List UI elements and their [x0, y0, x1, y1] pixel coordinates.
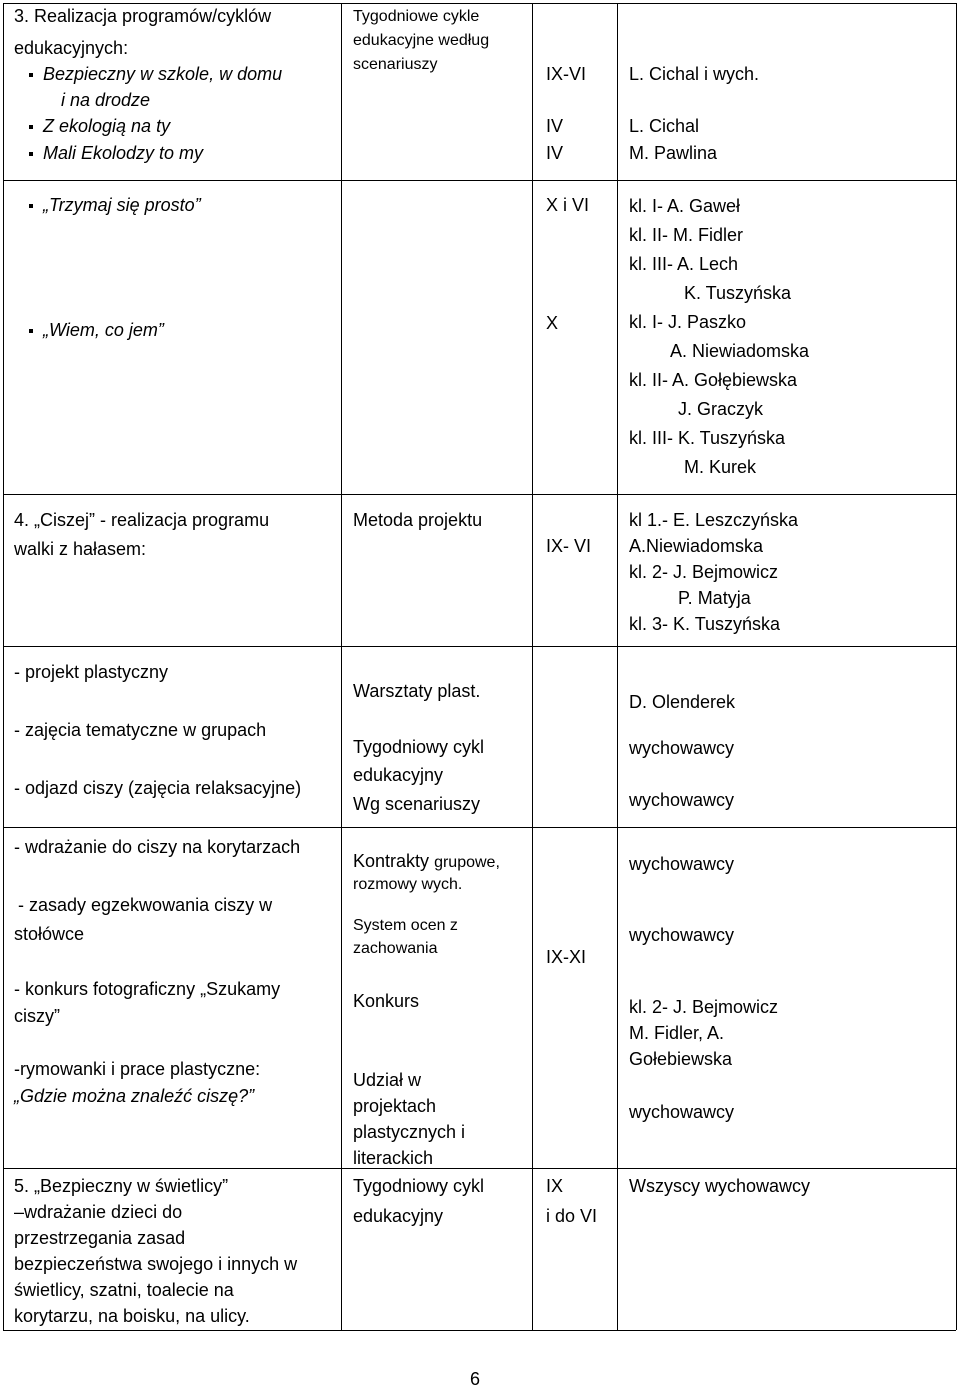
row-divider — [3, 1168, 956, 1169]
row-divider — [3, 646, 956, 647]
person-cell: A. Niewiadomska — [670, 341, 810, 361]
term-cell: IX- VI — [546, 536, 592, 556]
page-number: 6 — [470, 1369, 481, 1389]
person-cell: kl. I- J. Paszko — [629, 312, 747, 332]
table-bottom-border — [3, 1330, 956, 1331]
program-item-label: Mali Ekolodzy to my — [43, 143, 204, 163]
bullet-icon — [29, 204, 33, 208]
person-cell: kl. II- A. Gołębiewska — [629, 370, 798, 390]
term-cell: IV — [546, 143, 564, 163]
program-item — [29, 61, 282, 87]
method-cell: Tygodniowe cykle edukacyjne według scenariuszy — [353, 8, 490, 73]
term-cell: IX-VI — [546, 64, 587, 84]
method-cell: edukacyjny — [353, 1206, 444, 1226]
bullet-icon — [29, 73, 33, 77]
section-text: –wdrażanie dzieci do — [14, 1202, 183, 1222]
activity-item: - odjazd ciszy (zajęcia relaksacyjne) — [14, 778, 302, 798]
person-cell: M. Pawlina — [629, 143, 718, 163]
person-cell: L. Cichal — [629, 116, 700, 136]
program-item-label: Bezpieczny w szkole, w domu — [43, 64, 283, 84]
method-cell: System ocen z — [353, 917, 458, 934]
method-cell: Konkurs — [353, 991, 420, 1011]
person-cell: wychowawcy — [629, 854, 735, 874]
method-cell: plastycznych i — [353, 1122, 466, 1142]
program-item-continuation: i na drodze — [61, 90, 151, 110]
person-cell: kl. 2- J. Bejmowicz — [629, 562, 779, 582]
person-cell: kl. 2- J. Bejmowicz — [629, 997, 779, 1017]
bullet-icon — [29, 329, 33, 333]
person-cell: D. Olenderek — [629, 692, 736, 712]
term-cell: i do VI — [546, 1206, 598, 1226]
column-divider — [617, 3, 618, 1330]
term-cell: IV — [546, 116, 564, 136]
person-cell: wychowawcy — [629, 738, 735, 758]
person-cell: kl. III- A. Lech — [629, 254, 739, 274]
activity-item: - zajęcia tematyczne w grupach — [14, 720, 267, 740]
bullet-icon — [29, 152, 33, 156]
person-cell: A.Niewiadomska — [629, 536, 764, 556]
activity-item: -rymowanki i prace plastyczne: — [14, 1059, 261, 1079]
method-cell: rozmowy wych. — [353, 876, 463, 893]
person-cell: Wszyscy wychowawcy — [629, 1176, 811, 1196]
row-divider — [3, 494, 956, 495]
method-cell: edukacyjny — [353, 765, 444, 785]
term-cell: X — [546, 313, 559, 333]
program-item — [29, 113, 170, 139]
section-heading: 3. Realizacja programów/cyklów — [14, 6, 272, 26]
activity-item: - zasady egzekwowania ciszy w — [18, 895, 273, 915]
person-cell: L. Cichal i wych. — [629, 64, 760, 84]
activity-item: ciszy” — [14, 1006, 60, 1026]
method-cell: Warsztaty plast. — [353, 681, 481, 701]
program-item — [29, 192, 201, 218]
activity-item: - konkurs fotograficzny „Szukamy — [14, 979, 281, 999]
column-divider — [956, 3, 957, 1330]
person-cell: wychowawcy — [629, 790, 735, 810]
person-cell: kl. II- M. Fidler — [629, 225, 744, 245]
method-cell: zachowania — [353, 940, 438, 957]
section-text: świetlicy, szatni, toalecie na — [14, 1280, 234, 1300]
row-divider — [3, 180, 956, 181]
method-cell: projektach — [353, 1096, 437, 1116]
program-item-label: „Trzymaj się prosto” — [43, 195, 201, 215]
term-cell: X i VI — [546, 195, 590, 215]
program-item — [29, 140, 203, 166]
row-divider — [3, 827, 956, 828]
person-cell: wychowawcy — [629, 1102, 735, 1122]
column-divider — [3, 3, 4, 1330]
person-cell: kl. I- A. Gaweł — [629, 196, 741, 216]
method-cell: Kontrakty grupowe, — [353, 851, 500, 871]
activity-item: - projekt plastyczny — [14, 662, 169, 682]
program-item-label: „Wiem, co jem” — [43, 320, 164, 340]
method-cell: Wg scenariuszy — [353, 794, 481, 814]
method-cell: Tygodniowy cykl — [353, 1176, 485, 1196]
activity-item: stołówce — [14, 924, 85, 944]
person-cell: kl. 3- K. Tuszyńska — [629, 614, 781, 634]
person-cell: J. Graczyk — [678, 399, 764, 419]
activity-item: - wdrażanie do ciszy na korytarzach — [14, 837, 301, 857]
section-heading: walki z hałasem: — [14, 539, 147, 559]
person-cell: M. Fidler, A. — [629, 1023, 725, 1043]
program-item — [29, 317, 164, 343]
person-cell: P. Matyja — [678, 588, 751, 608]
section-text: przestrzegania zasad — [14, 1228, 186, 1248]
person-cell: Gołebiewska — [629, 1049, 733, 1069]
person-cell: K. Tuszyńska — [684, 283, 792, 303]
column-divider — [341, 3, 342, 1330]
term-cell: IX-XI — [546, 947, 587, 967]
person-cell: wychowawcy — [629, 925, 735, 945]
activity-item: „Gdzie można znaleźć ciszę?” — [14, 1086, 255, 1106]
person-cell: M. Kurek — [684, 457, 757, 477]
column-divider — [532, 3, 533, 1330]
person-cell: kl. III- K. Tuszyńska — [629, 428, 786, 448]
method-cell: Udział w — [353, 1070, 422, 1090]
section-heading: 5. „Bezpieczny w świetlicy” — [14, 1176, 229, 1196]
section-text: bezpieczeństwa swojego i innych w — [14, 1254, 298, 1274]
section-heading: edukacyjnych: — [14, 38, 129, 58]
method-cell: Metoda projektu — [353, 510, 483, 530]
term-cell: IX — [546, 1176, 564, 1196]
program-item-label: Z ekologią na ty — [43, 116, 171, 136]
section-text: korytarzu, na boisku, na ulicy. — [14, 1306, 250, 1326]
section-heading: 4. „Ciszej” - realizacja programu — [14, 510, 270, 530]
method-cell: Tygodniowy cykl — [353, 737, 485, 757]
person-cell: kl 1.- E. Leszczyńska — [629, 510, 799, 530]
bullet-icon — [29, 125, 33, 129]
method-cell: literackich — [353, 1148, 434, 1168]
